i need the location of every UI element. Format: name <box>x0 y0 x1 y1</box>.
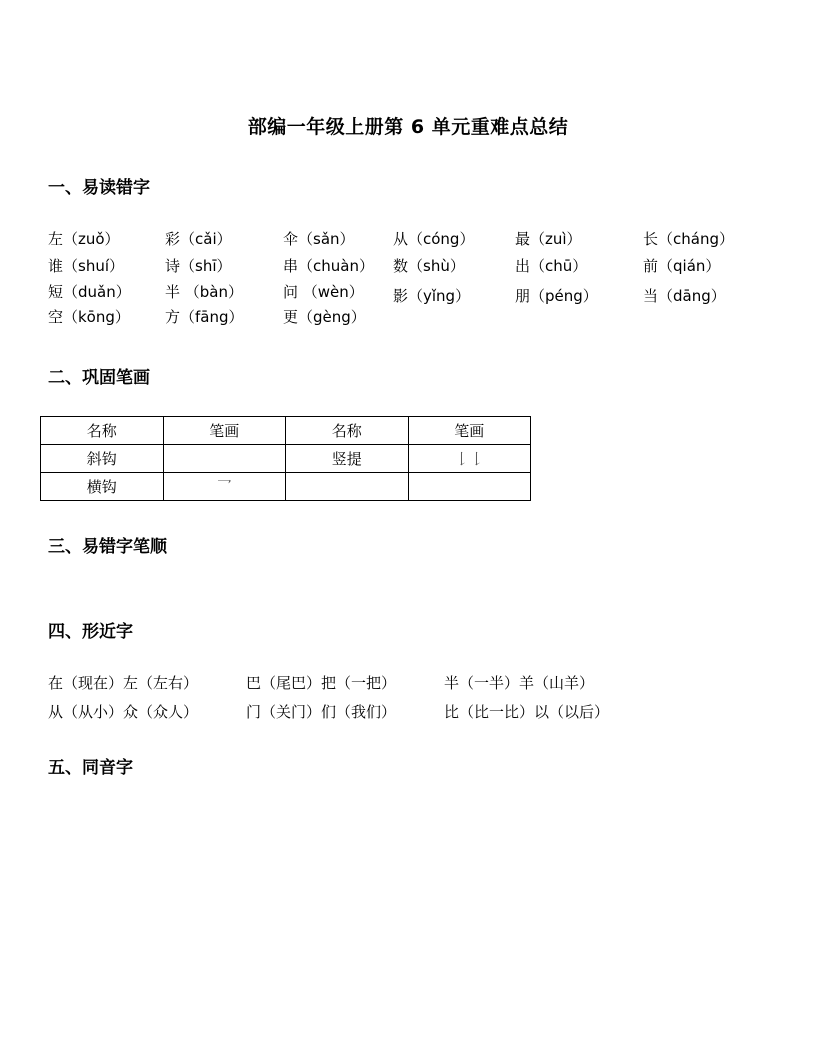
pinyin-item: 问 （wèn） <box>283 283 364 301</box>
pinyin-item: 空（kōng） <box>48 308 130 326</box>
similar-char-pair: 比（比一比）以（以后） <box>444 703 610 721</box>
page-title: 部编一年级上册第 6 单元重难点总结 <box>247 116 569 138</box>
table-header-cell: 名称 <box>41 417 164 445</box>
table-cell <box>286 473 409 501</box>
stroke-table <box>40 416 531 501</box>
pinyin-item: 前（qián） <box>643 257 721 275</box>
section-heading-homophones: 五、同音字 <box>48 758 133 778</box>
pinyin-item: 短（duǎn） <box>48 283 131 301</box>
table-cell <box>163 445 286 473</box>
section-heading-similar-chars: 四、形近字 <box>48 622 133 642</box>
section-heading-stroke-order: 三、易错字笔顺 <box>48 537 167 557</box>
section-heading-strokes: 二、巩固笔画 <box>48 368 150 388</box>
pinyin-item: 伞（sǎn） <box>283 230 355 248</box>
table-cell: 横钩 <box>41 473 164 501</box>
pinyin-item: 数（shù） <box>393 257 465 275</box>
pinyin-item: 半 （bàn） <box>165 283 243 301</box>
table-row <box>41 445 531 473</box>
table-cell <box>408 473 531 501</box>
table-row <box>41 473 531 501</box>
pinyin-item: 左（zuǒ） <box>48 230 120 248</box>
similar-char-pair: 门（关门）们（我们） <box>246 703 397 721</box>
similar-char-pair: 在（现在）左（左右） <box>48 674 199 692</box>
pinyin-item: 从（cóng） <box>393 230 475 248</box>
pinyin-item: 出（chū） <box>515 257 588 275</box>
pinyin-item: 谁（shuí） <box>48 257 124 275</box>
similar-char-pair: 巴（尾巴）把（一把） <box>246 674 397 692</box>
similar-char-pair: 从（从小）众（众人） <box>48 703 199 721</box>
pinyin-item: 彩（cǎi） <box>165 230 232 248</box>
table-header-row <box>41 417 531 445</box>
pinyin-item: 方（fāng） <box>165 308 244 326</box>
table-cell: 竖提 <box>286 445 409 473</box>
stroke-glyph-cell: 乛 <box>163 473 286 501</box>
pinyin-item: 当（dāng） <box>643 287 726 305</box>
stroke-glyph-cell: 𠄌𠄌 <box>408 445 531 473</box>
similar-char-pair: 半（一半）羊（山羊） <box>444 674 595 692</box>
table-header-cell: 笔画 <box>408 417 531 445</box>
pinyin-item: 朋（péng） <box>515 287 598 305</box>
pinyin-item: 影（yǐng） <box>393 287 471 305</box>
pinyin-item: 更（gèng） <box>283 308 366 326</box>
pinyin-item: 最（zuì） <box>515 230 582 248</box>
pinyin-item: 诗（shī） <box>165 257 232 275</box>
table-header-cell: 笔画 <box>163 417 286 445</box>
pinyin-item: 串（chuàn） <box>283 257 374 275</box>
table-header-cell: 名称 <box>286 417 409 445</box>
section-heading-easy-misread: 一、易读错字 <box>48 178 150 198</box>
pinyin-item: 长（cháng） <box>643 230 734 248</box>
table-cell: 斜钩 <box>41 445 164 473</box>
